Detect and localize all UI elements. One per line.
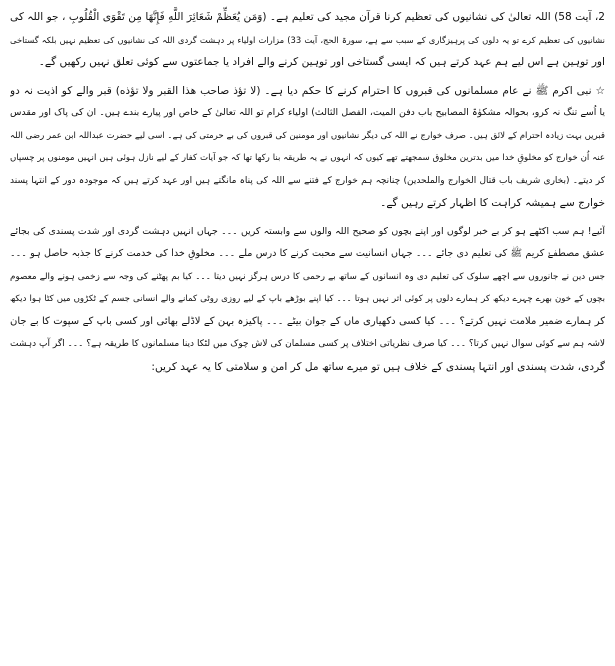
text-line: لاشہ ہم سے کوئی سوال نہیں کرتا؟ ۔۔۔ کیا صرف نظریاتی اختلاف پر کسی مسلمان کی لاش چوک میں لٹکا دینا مسلمانوں کا طریقہ ہے؟ ۔۔۔ اگر آپ دہشت bbox=[10, 339, 605, 349]
text-line: ☆ نبی اکرم ﷺ نے عام مسلمانوں کی قبروں کا احترام کرنے کا حکم دیا ہے۔ (لا تؤذ صاحب هذا القبر ولا تؤذه) قبر والے کو اذیت نہ دو bbox=[10, 84, 605, 97]
paragraph-appeal bbox=[10, 221, 605, 379]
text-line: خوارج سے ہمیشہ کراہت کا اظہار کرتے رہیں گے۔ bbox=[380, 197, 605, 209]
text-line: آئیے! ہم سب اکٹھے ہو کر بے خبر لوگوں اور اپنے بچوں کو صحیح اللہ والوں سے وابستہ کریں ۔۔۔ جہاں انہیں دہشت گردی اور شدت پسندی کی بجائے bbox=[10, 225, 605, 237]
paragraph-quran-verse bbox=[10, 6, 605, 74]
text-line: یا اُسے تنگ نہ کرو، بحوالہ مشکوٰۃ المصابیح باب دفن المیت، الفصل الثالث) اولیاء کرام تو اللہ تعالیٰ کے خاص اور پیارے بندے ہیں۔ ان کی پاک اور مقدس bbox=[10, 107, 605, 118]
paragraph-hadith bbox=[10, 80, 605, 215]
text-line: اور توہین ہے اس لیے ہم عہد کرتے ہیں کہ ایسی گستاخی اور توہین کرنے والے افراد یا جماعتوں سے کوئی تعلق نہیں رکھیں گے۔ bbox=[38, 56, 605, 68]
text-line: 2، آیت 58) اللہ تعالیٰ کی نشانیوں کی تعظیم کرنا قرآن مجید کی تعلیم ہے۔ (وَمَن يُعَظِّمْ شَعَائِرَ اللَّهِ فَإِنَّهَا مِن تَقْوَى الْقُلُوبِ ، جو اللہ کی bbox=[10, 11, 605, 23]
text-line: بچوں کے خون بھرے چہرے دیکھ کر ہمارے دلوں پر کوئی اثر نہیں ہوتا ۔۔۔ کیا اپنے بوڑھے باپ کے لیے روزی روٹی کمانے والے انسانی جسم کے ٹکڑوں میں کٹا ہوا دیکھ bbox=[10, 294, 605, 304]
text-line: عشق مصطفےٰ کریم ﷺ کی تعلیم دی جائے ۔۔۔ جہاں انسانیت سے محبت کرنے کا درس ملے ۔۔۔ مخلوقِ خدا کی خدمت کرنے کا جذبہ حاصل ہو ۔۔۔ bbox=[10, 248, 605, 259]
text-line: عنہ اُن خوارج کو مخلوقِ خدا میں بدترین مخلوق سمجھتے تھے کیوں کہ انہوں نے یہ طریقہ بنا رکھا تھا کہ جو آیات کفار کے لیے نازل ہوئی ہیں انہیں مومنوں پر چسپاں bbox=[10, 153, 605, 163]
text-line: کر ہمارے ضمیر ملامت نہیں کرتے؟ ۔۔۔ کیا کسی دکھیاری ماں کے جوان بیٹے ۔۔۔ پاکیزہ بہن کے لاڈلے بھائی اور کسی باپ کے سپوت کا بے جان bbox=[10, 315, 605, 327]
text-line: کر دیتے۔ (بخاری شریف باب قتال الخوارج والملحدین) چنانچہ ہم خوارج کے فتنے سے اللہ کی پناہ مانگتے ہیں اور عہد کرتے ہیں کہ موجودہ دور کے انتہا پسند bbox=[10, 175, 605, 186]
text-line: قبریں بہت زیادہ احترام کے لائق ہیں۔ صرف خوارج نے اللہ کی دیگر نشانیوں اور مومنین کی قبروں کی بے حرمتی کی ہے۔ اسی لیے حضرت عبداللہ ابن عمر رضی اللہ bbox=[10, 130, 605, 141]
text-line: نشانیوں کی تعظیم کرے تو یہ دلوں کی پرہیزگاری کے سبب سے ہے، سورۃ الحج، آیت 33) مزارات اولیاء پر دہشت گردی اللہ کی نشانیوں کی تعظیم نہیں بلکہ گستاخی bbox=[10, 34, 605, 45]
text-line: گردی، شدت پسندی اور انتہا پسندی کے خلاف ہیں تو میرے ساتھ مل کر امن و سلامتی کا یہ عہد کریں: bbox=[151, 360, 605, 373]
text-line: جس دین نے جانوروں سے اچھے سلوک کی تعلیم دی وہ انسانوں کے ساتھ بے رحمی کا درس ہرگز نہیں دیتا ۔۔۔ کیا بم پھٹنے کی وجہ سے زخمی ہونے والے معصوم bbox=[10, 271, 605, 282]
